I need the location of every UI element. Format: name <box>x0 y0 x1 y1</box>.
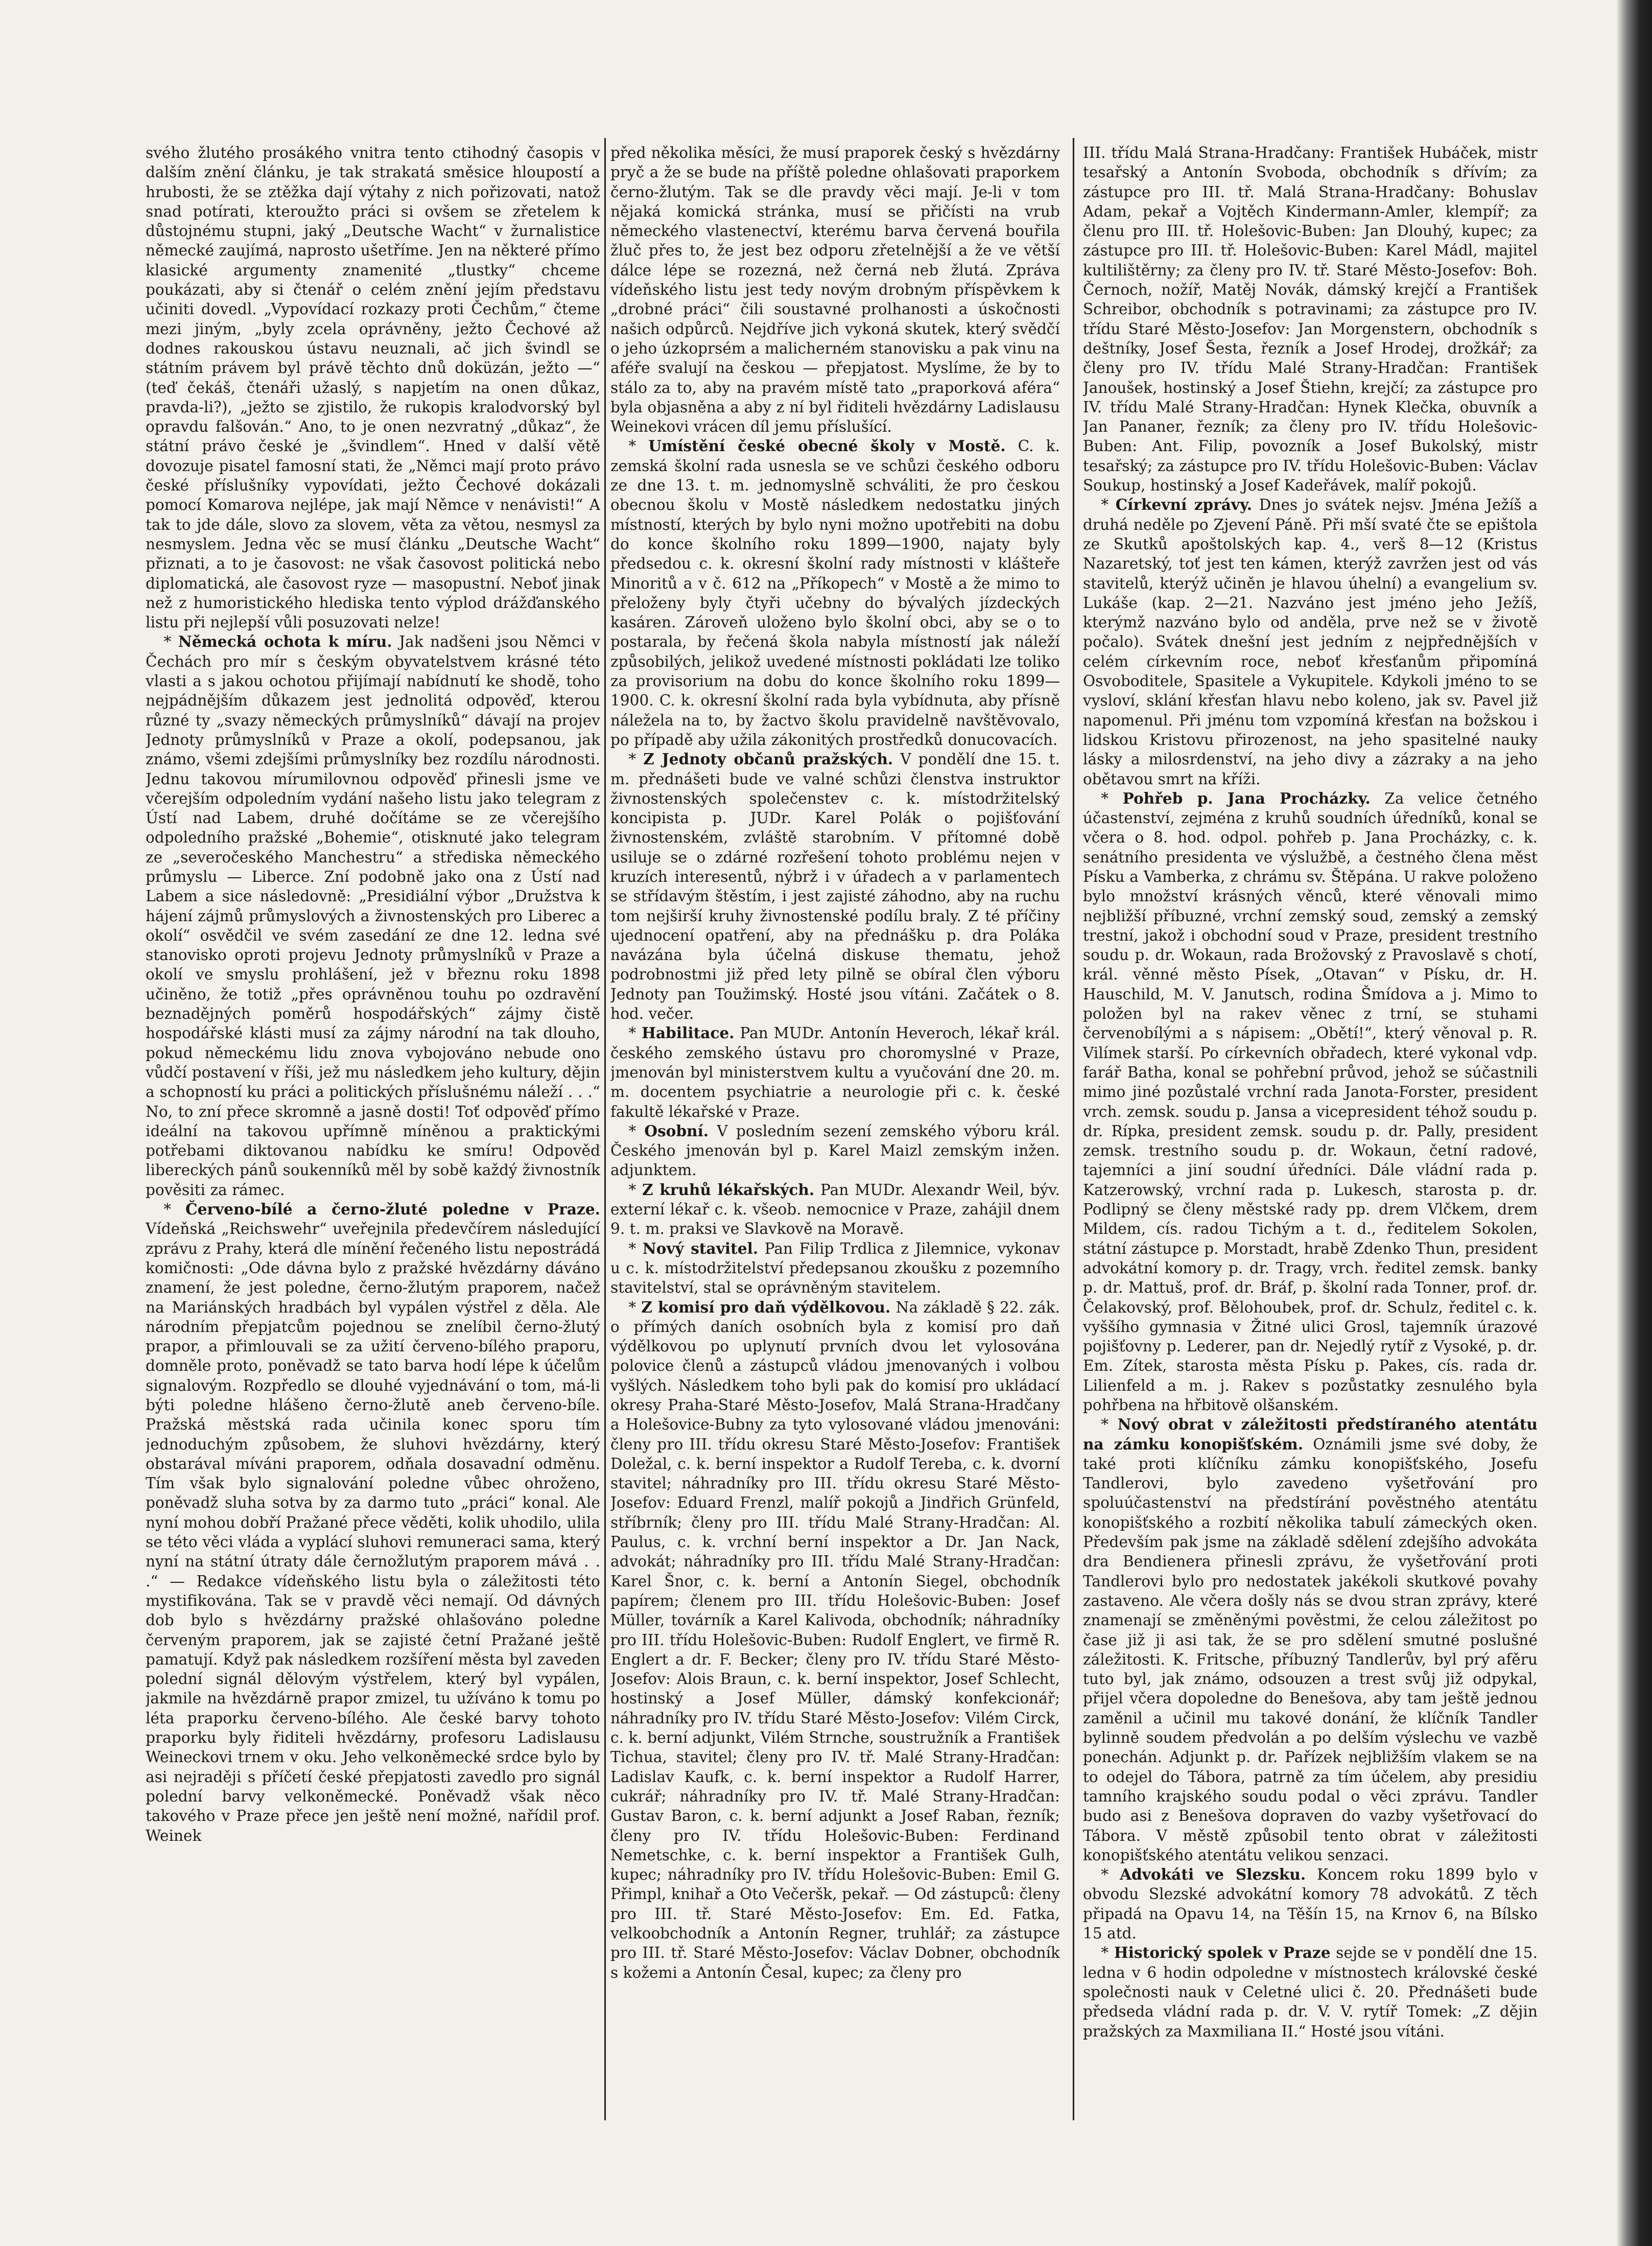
article-headline: Historický spolek v Praze <box>1114 1944 1331 1962</box>
article-paragraph <box>610 1298 1060 1982</box>
column-2 <box>610 143 1060 2120</box>
article-paragraph <box>1083 1943 1538 2041</box>
article-marker: * <box>628 1181 643 1199</box>
article-headline: Nový obrat v záležitosti předstíraného atentátu na zámku konopišťském. <box>1083 1415 1538 1453</box>
article-headline: Červeno-bílé a černo-žluté poledne v Praze. <box>185 1200 600 1219</box>
article-body: Dnes jo svátek nejsv. Jména Ježíš a druhá neděle po Zjevení Páně. Při mší svaté čte se epištola ze Skutků apoštolských kap. 4., verš 8—12 (Kristus Nazaretský, toť jest ten kámen, kterýž zavržen jest od vás stavitelů, kterýž učiněn je hlavou úhelní) a evangelium sv. Lukáše (kap. 2—21. Nazváno jest jméno jeho Ježíš, kterýmž nazváno bylo od anděla, prve než se v životě počalo). Svátek dnešní jest jedním z nejpřednějších v celém církevním roce, neboť křesťanům připomíná Osvoboditele, Spasitele a Vykupitele. Kdykoli jméno to se vysloví, sklání křesťan hlavu nebo koleno, jak sv. Pavel již napomenul. Při jménu tom vzpomíná křesťan na božskou i lidskou Kristovu přirozenost, na jeho spasitelné nauky lásky a milosrdenství, na jeho divy a zázraky a na jeho obětavou smrt na kříži. <box>1083 496 1538 788</box>
article-body: svého žlutého prosákého vnitra tento ctihodný časopis v dalším znění článku, je tak strakatá směsice hloupostí a hrubosti, že se ztěžka dají výtahy z nich pořizovati, natož snad potírati, kteroužto práci si ovšem se zřetelem k důstojnému stupni, jaký „Deutsche Wacht“ v žurnalistice německé zaujímá, naprosto ušetříme. Jen na některé přímo klasické argumenty znamenité „tlustky“ chceme poukázati, aby si čtenář o celém znění jejím představu učiniti dovedl. „Vypovídací rozkazy proti Čechům,“ čteme mezi jiným, „byly zcela oprávněny, ježto Čechové až dodnes rakouskou ústavu neuznali, ač jich švindl se státním právem byl právě těchto dnů doküzán, ježto —“ (teď čekáš, čtenáři užaslý, s napjetím na onen důkaz, pravda-li?), „ježto se zjistilo, že rukopis kralodvorský byl opravdu falšován.“ Ano, to je onen nezvratný „důkaz“, že státní právo české je „švindlem“. Hned v další větě dovozuje pisatel famosní stati, že „Němci mají proto právo české příslušníky vypovídati, ježto Čechové dokázali pomocí Komarova nejlépe, jak mají Němce v nenávisti!“ A tak to jde dále, slovo za slovem, věta za větou, nesmysl za nesmyslem. Jedna věc se musí článku „Deutsche Wacht“ přiznati, a to je časovost: ne však časovost politická nebo diplomatická, ale časovost ryze — masopustní. Neboť jinak než z humoristického hlediska tento výplod drážďanského listu při nejlepší vůli posuzovati nelze! <box>146 144 600 631</box>
article-marker: * <box>628 437 649 455</box>
article-body: Koncem roku 1899 bylo v obvodu Slezské advokátní komory 78 advokátů. Z těch připadá na Opavu 14, na Těšín 15, na Krnov 6, na Bílsko 15 atd. <box>1083 1866 1538 1943</box>
article-marker: * <box>1101 1416 1118 1434</box>
article-paragraph <box>610 1121 1060 1180</box>
article-marker: * <box>628 1122 645 1140</box>
article-paragraph <box>610 1239 1060 1298</box>
page-edge-shadow <box>1616 0 1652 2246</box>
article-paragraph <box>610 750 1060 1023</box>
article-paragraph <box>146 632 600 1200</box>
article-marker: * <box>163 633 178 651</box>
article-body: V posledním sezení zemského výboru král. Českého jmenován byl p. Karel Maizl zemským inžen. adjunktem. <box>610 1122 1060 1179</box>
article-marker: * <box>1101 1866 1120 1884</box>
article-headline: Z Jednoty občanů pražských. <box>643 750 893 768</box>
article-body: V pondělí dne 15. t. m. přednášeti bude ve valné schůzi členstva instruktor živnostenských společenstev c. k. místodržitelský koncipista p. JUDr. Karel Polák o pojišťování živnostenském, zvláště starobním. V přítomné době usilujе se o zdárné rozřešení tohoto problému nejen v kruzích interesentů, nýbrž i v úřadech a v parlamentech se střídavým štěstím, i jest zajisté záhodno, aby na ruchu tom nejširší kruhy živnostenské podílu braly. Z té příčiny ujednocení opatření, aby na přednášku p. dra Poláka navázána byla účelná diskuse thematu, jehož podrobnostmi již před lety pilně se obíral člen výboru Jednoty pan Toužimský. Hosté jsou vítáni. Začátek o 8. hod. večer. <box>610 751 1060 1023</box>
column-3 <box>1083 143 1538 2120</box>
article-headline: Umístění české obecné školy v Mostě. <box>648 437 1006 455</box>
article-body: Pan MUDr. Antonín Heveroch, lékař král. českého zemského ústavu pro choromyslné v Praze, jmenován byl ministerstvem kultu a vyučování dne 20. m. m. docentem psychiatrie a neurologie při c. k. české fakultě lékařské v Praze. <box>610 1024 1060 1120</box>
article-body: sejde se v pondělí dne 15. ledna v 6 hodin odpoledne v místnostech královské české společnosti nauk v Celetné ulici č. 20. Přednášeti bude předseda vládní rada p. dr. V. V. rytíř Tomek: „Z dějin pražských za Maxmiliana II.“ Hosté jsou vítáni. <box>1083 1944 1538 2040</box>
article-paragraph <box>1083 1415 1538 1865</box>
article-headline: Německá ochota k míru. <box>178 633 392 651</box>
article-body: Pan MUDr. Alexandr Weil, býv. externí lékař c. k. všeob. nemocnice v Praze, zahájil dnem 9. t. m. praksi ve Slavkově na Moravě. <box>610 1181 1060 1238</box>
article-paragraph <box>1083 495 1538 788</box>
article-headline: Advokáti ve Slezsku. <box>1120 1865 1306 1884</box>
article-body: Pan Filip Trdlica z Jilemnice, vykonav u c. k. místodržitelství předepsanou zkoušku z pozemního stavitelství, stal se oprávněným stavitelem. <box>610 1239 1060 1297</box>
article-paragraph <box>146 143 600 632</box>
article-paragraph <box>1083 789 1538 1415</box>
article-paragraph <box>146 1200 600 1845</box>
article-headline: Z kruhů lékařských. <box>642 1180 815 1199</box>
column-1 <box>146 143 600 2120</box>
article-body: III. třídu Malá Strana-Hradčany: František Hubáček, mistr tesařský a Antonín Svoboda, obchodník s dřívím; za zástupce pro III. tř. Malá Strana-Hradčany: Bohuslav Adam, pekař a Vojtěch Kindermann-Amler, klempíř; za členu pro III. tř. Holešovic-Buben: Jan Dlouhý, kupec; za zástupce pro III. tř. Holešovic-Buben: Karel Mádl, majitel kultilištěrny; za členy pro IV. tř. Staré Město-Josefov: Boh. Černoch, nožíř, Matěj Novák, dámský krejčí a František Schreibor, obchodník s potravinami; za zástupce pro IV. třídu Staré Město-Josefov: Jan Morgenstern, obchodník s deštníky, Josef Šesta, řezník a Josef Hrodej, drožkář; za členy pro IV. třídu Malé Strany-Hradčan: František Janoušek, hostinský a Josef Štiehn, krejčí; za zástupce pro IV. třídu Malé Strany-Hradčan: Hynek Klečka, obuvník a Jan Pananer, řezník; za členy pro IV. třídu Holešovic-Buben: Ant. Filip, povozník a Josef Bukolský, mistr tesařský; za zástupce pro IV. třídu Holešovic-Buben: Václav Soukup, hostinský a Josef Kadeřávek, malíř pokojů. <box>1083 144 1538 495</box>
article-paragraph <box>610 436 1060 750</box>
article-marker: * <box>1101 496 1116 514</box>
article-headline: Církevní zprávy. <box>1115 496 1253 514</box>
article-body: Na základě § 22. zák. o přímých daních osobních byla z komisí pro daň výdělkovou po uplynutí prvních dvou let vylosována polovice členů a zástupců vládou jmenovaných i volbou vyšlých. Následkem toho byli pak do komisí pro ukládací okresy Praha-Staré Město-Josefov, Malá Strana-Hradčany a Holešovice-Bubny za tyto vylosované vládou jmenováni: členy pro III. třídu okresu Staré Město-Josefov: František Doležal, c. k. berní inspektor a Rudolf Tereba, c. k. dvorní stavitel; náhradníky pro III. třídu okresu Staré Město-Josefov: Eduard Frenzl, malíř pokojů a Jindřich Grünfeld, stříbrník; členy pro III. třídu Malé Strany-Hradčan: Al. Paulus, c. k. vrchní berní inspektor a Dr. Jan Nack, advokát; náhradníky pro III. třídu Malé Strany-Hradčan: Karel Šnor, c. k. berní a Antonín Siegel, obchodník papírem; členem pro III. třídu Holešovic-Buben: Josef Müller, továrník a Karel Kalivoda, obchodník; náhradníky pro III. třídu Holešovic-Buben: Rudolf Englert, ve firmě R. Englert a dr. F. Becker; členy pro IV. třídu Staré Město-Josefov: Alois Braun, c. k. berní inspektor, Josef Schlecht, hostinský a Josef Müller, dámský konfekcionář; náhradníky pro IV. třídu Staré Město-Josefov: Vilém Circk, c. k. berní adjunkt, Vilém Strnche, soustružník a František Tichua, stavitel; členy pro IV. tř. Malé Strany-Hradčan: Ladislav Kaufk, c. k. berní inspektor a Rudolf Harrer, cukrář; náhradníky pro IV. tř. Malé Strany-Hradčan: Gustav Baron, c. k. berní adjunkt a Josef Raban, řezník; členy pro IV. třídu Holešovic-Buben: Ferdinand Nemetschke, c. k. berní inspektor a František Gulh, kupec; náhradníky pro IV. třídu Holešovic-Buben: Emil G. Přimpl, knihař a Oto Večeršk, pekař. — Od zástupců: členy pro III. tř. Staré Město-Josefov: Em. Ed. Fatka, velkoobchodník a Antonín Regner, truhlář; za zástupce pro III. tř. Staré Město-Josefov: Václav Dobner, obchodník s kožemi a Antonín Česal, kupec; za členy pro <box>610 1298 1060 1981</box>
article-body: Oznámili jsme své doby, že také proti klíčníku zámku konopišťského, Josefu Tandlerovi, bylo zavedeno vyšetřování pro spoluúčastenství na předstírání pověstného atentátu konopišťského a rozbití několika tabulí zámeckých oken. Především pak jsme na základě sdělení zdejšího advokáta dra Bendienera přinesli zprávu, že vyšetřování proti Tandlerovi bylo pro nedostatek jakékoli skutkové povahy zastaveno. Ale včera došly nás se dvou stran zprávy, které znamenají se změněnými pověstmi, že celou záležitost po čase již ji asi tak, že se pro sdělení smutné poslušné záležitosti. K. Fritsche, příbuzný Tandlerův, byl prý afěru tuto byl, jak známo, odsouzen a trest svůj již odpykal, přijel včera dopoledne do Benešova, aby tam ještě jednou zaměnil a učinil mu takové donání, že klíčník Tandler bylinně soudem předvolán a po delším výslechu ve vazbě ponechán. Adjunkt p. dr. Pařízek nejbližším vlakem se na to odejel do Tábora, patrně za tím účelem, aby presidiu tamního krajského soudu podal o věci zprávu. Tandler budo asi z Benešova dopraven do vazby vyšetřovací do Tábora. V městě způsobil tento obrat v záležitosti konopišťského atentátu velikou senzaci. <box>1083 1435 1538 1864</box>
article-body: C. k. zemská školní rada usnesla se ve schůzi českého odboru ze dne 13. t. m. jednomyslně schváliti, že pro českou obecnou školu v Mostě následkem nedostatku jiných místností, kterých by bylo nyni možno upotřebiti na dobu do konce školního roku 1899—1900, najaty byly předsedou c. k. okresní školní rady místnosti v klášteře Minoritů a v č. 612 na „Příkopech“ v Mostě a že mimo to přeloženy byly čtyři učebny do bývalých jízdeckých kasáren. Zároveň uloženo bylo školní obci, aby se o to postarala, by řečená škola nabyla místností jak náleží způsobilých, jelikož uvedené místnosti pokládati lze toliko za provisorium na dobu do konce školního roku 1899—1900. C. k. okresní školní rada byla vybídnuta, aby přísně náleželа na to, by žactvo školu pravidelně navštěvovalo, po případě aby užila zákonitých prostředků donucovacích. <box>610 437 1060 748</box>
article-marker: * <box>1101 789 1123 807</box>
article-body: Vídeňská „Reichswehr“ uveřejnila předevčírem následující zprávu z Prahy, která dle mínění řečeného listu nepostrádá komičnosti: „Ode dávna bylo z pražské hvězdárny dáváno znamení, že jest poledne, černo-žlutým praporem, načež na Mariánských hradbách byl vypálen výstřel z děla. Ale národním přepjatcům pojednou se znelíbil černo-žlutý prapor, a přimlouvali se za užití červeno-bílého praporu, domněle proto, poněvadž se tato barva hodí lépe k účelům signalovým. Rozpředlo se dlouhé vyjednávání o tom, má-li býti poledne hlášeno černo-žlutě aneb červeno-bíle. Pražská městská rada učinila konec sporu tím jednoduchým způsobem, že sluhovi hvězdárny, který obstarával míváni praporem, odňala dosavadní odměnu. Tím však bylo signalování poledne vůbec ohroženo, poněvadž sluha sotva by za darmo tuto „práci“ konal. Ale nyní mohou dobří Pražané přece věděti, kolik uhodilo, ulila se této věci vláda a vyplácí sluhovi remuneraci sama, který nyní na státní útraty dále černožlutým praporem mává . . .“ — Redakce vídeňského listu byla o záležitosti této mystifikována. Tak se v pravdě věci nemají. Od dávných dob bylo s hvězdárny pražské ohlašováno poledne červeným praporem, jak se zajisté četní Pražané ještě pamatují. Když pak následkem rozšíření města byl zaveden polední signál dělovým výstřelem, který byl vypálen, jakmile na hvězdárně prapor zmizel, tu užíváno k tomu po léta praporku červeno-bílého. Ale české barvy tohoto praporku byly řiditeli hvězdárny, profesoru Ladislausu Weineckovi trnem v oku. Jeho velkoněmecké srdce bylo by asi nejraději s příčetí české přepjatosti zavedlo pro signál polední barvy velkoněmecké. Poněvadž však něco takového v Praze přece jen ještě není možné, nařídil prof. Weinek <box>146 1220 600 1844</box>
article-headline: Nový stavitel. <box>642 1239 759 1257</box>
article-paragraph <box>610 1023 1060 1121</box>
article-headline: Pohřeb p. Jana Procházky. <box>1122 789 1371 807</box>
article-marker: * <box>163 1201 186 1219</box>
article-marker: * <box>628 1024 642 1042</box>
article-paragraph <box>610 143 1060 436</box>
article-body: před několika měsíci, že musí praporek český s hvězdárny pryč a že se bude na příště poledne ohlašovati praporkem černo-žlutým. Tak se dle pravdy věci mají. Je-li v tom nějaká komická stránka, musí se přičísti na vrub německého vlastenectví, kterému barva červená bouřila žluč přes to, že jest bez odporu zřetelnější a že ve větší dálce lépe se rozezná, než černá neb žlutá. Zpráva vídeňského listu jest tedy novým drobným příspěvkem k „drobné práci“ čili soustavné prolhanosti a úskočnosti našich odpůrců. Nejdříve jich vykoná skutek, který svědčí o jeho úzkoprsém a malicherném stanovisku a pak vinu na aféře svalují na českou — přepjatost. Myslíme, že by to stálo za to, aby na pravém místě tato „praporková aféra“ byla objasněna a aby z ní byl řiditeli hvězdárny Ladislausu Weinekovi vrácen díl jemu příslušící. <box>610 144 1060 436</box>
article-body: Za velice četného účastenství, zejména z kruhů soudních úředníků, konal se včera o 8. hod. odpol. pohřeb p. Jana Procházky, c. k. senátního presidenta ve výslužbě, a čestného člena měst Písku a Vamberka, z chrámu sv. Štěpána. U rakve položeno bylo množství krásných věnců, které věnovali mimo nejbližší příbuzné, vrchní zemský soud, zemský a zemský trestní, jakož i obchodní soud v Praze, president trestního soudu p. dr. Wokaun, rada Brožovský z Pravoslavě s chotí, král. věnné město Písek, „Otavan“ v Písku, dr. H. Hauschild, M. V. Janutsch, rodina Šmídova a j. Mimo to položen byl na rakev věnec z trní, se stuhami červenobílými a s nápisem: „Obětí!“, který věnoval p. R. Vilímek starší. Po církevních obřadech, které vykonal vdp. farář Batha, konal se pohřební průvod, jehož se súčastnili mimo jiné pozůstalé vrchní rada Janota-Forster, president vrch. zemsk. soudu p. Jansa a vicepresident téhož soudu p. dr. Rípka, president zemsk. soudu p. dr. Pally, president zemsk. trestního soudu p. dr. Wokaun, četní radové, tajemníci a jiní soudní úředníci. Dále vládní rada p. Katzerowský, vrchní rada p. Lukesch, starosta p. dr. Podlipný se členy městské rady pp. drem Vlčkem, drem Mildem, cís. radou Tichým a t. d., ředitelem Sokolen, státní zástupce p. Morstadt, hrabě Zdenko Thun, president advokátní komory p. dr. Tragy, vrch. ředitel zemsk. banky p. dr. Mattuš, prof. dr. Bráf, p. školní rada Tonner, prof. dr. Čelakovský, prof. Bělohoubek, prof. dr. Schulz, ředitel c. k. vyššího gymnasia v Žitné ulici Grosl, tajemník úrazové pojišťovny p. Lederer, pan dr. Nejedlý rytíř z Vysoké, p. dr. Em. Zítek, starosta města Písku p. Pakes, cís. rada dr. Lilienfeld a m. j. Rakev s pozůstatky zesnulého byla pohřbena na hřbitově olšanském. <box>1083 789 1538 1414</box>
column-divider <box>604 138 606 2120</box>
column-divider <box>1073 138 1074 2120</box>
article-marker: * <box>628 751 644 768</box>
article-marker: * <box>628 1298 642 1316</box>
article-marker: * <box>1101 1944 1114 1962</box>
article-paragraph <box>1083 1865 1538 1943</box>
article-headline: Osobní. <box>644 1121 709 1140</box>
article-paragraph <box>1083 143 1538 495</box>
article-body: Jak nadšeni jsou Němci v Čechách pro mír s českým obyvatelstvem krásné této vlasti a s jakou ochotou přijímají nabídnutí ke shodě, toho nejpádnějším důkazem jest jednolitá odpověď, kterou různé ty „svazy německých průmyslníků“ dávají na projev Jednoty průmyslníků v Praze a okolí, podepsanou, jak známo, všemi zdejšími průmyslníky bez rozdílu národnosti. Jednu takovou mírumilovnou odpověď přinesli jsme ve včerejším odpoledním vydání našeho listu jako telegram z Ústí nad Labem, druhé dočítáme se ze včerejšího odpoledního pražské „Bohemie“, otisknuté jako telegram ze „severočeského Manchestru“ a střediska německého průmyslu — Liberce. Zní podobně jako ona z Ústí nad Labem a sice následovně: „Presidiální výbor „Družstva k hájení zájmů průmyslových a živnostenských pro Liberec a okolí“ osvědčil ve svém zasedání ze dne 12. ledna své stanovisko oproti projevu Jednoty průmyslníků v Praze a okolí ve smyslu prohlášení, jež v březnu roku 1898 učiněno, že totiž „přes oprávněnou touhu po ozdravění beznadějných poměrů hospodářských“ zájmy čistě hospodářské klásti musí za zájmy národní na tak dlouho, pokud německému lidu znova vybojováno nebude ono vůdčí postavení v říši, jež mu následkem jeho kultury, dějin a schopností ku práci a politických příslušnému náleží . . .“ No, to zní přece skromně a jasně dosti! Toť odpověď přímo ideální na takovou upřímně míněnou a praktickými potřebami diktovanou nabídku ke smíru! Odpověď libereckých pánů soukenníků měl by sobě každý živnostník pověsiti za rámec. <box>146 633 600 1199</box>
article-marker: * <box>628 1239 643 1257</box>
article-headline: Habilitace. <box>642 1024 735 1042</box>
article-headline: Z komisí pro daň výdělkovou. <box>641 1298 891 1316</box>
article-paragraph <box>610 1180 1060 1239</box>
